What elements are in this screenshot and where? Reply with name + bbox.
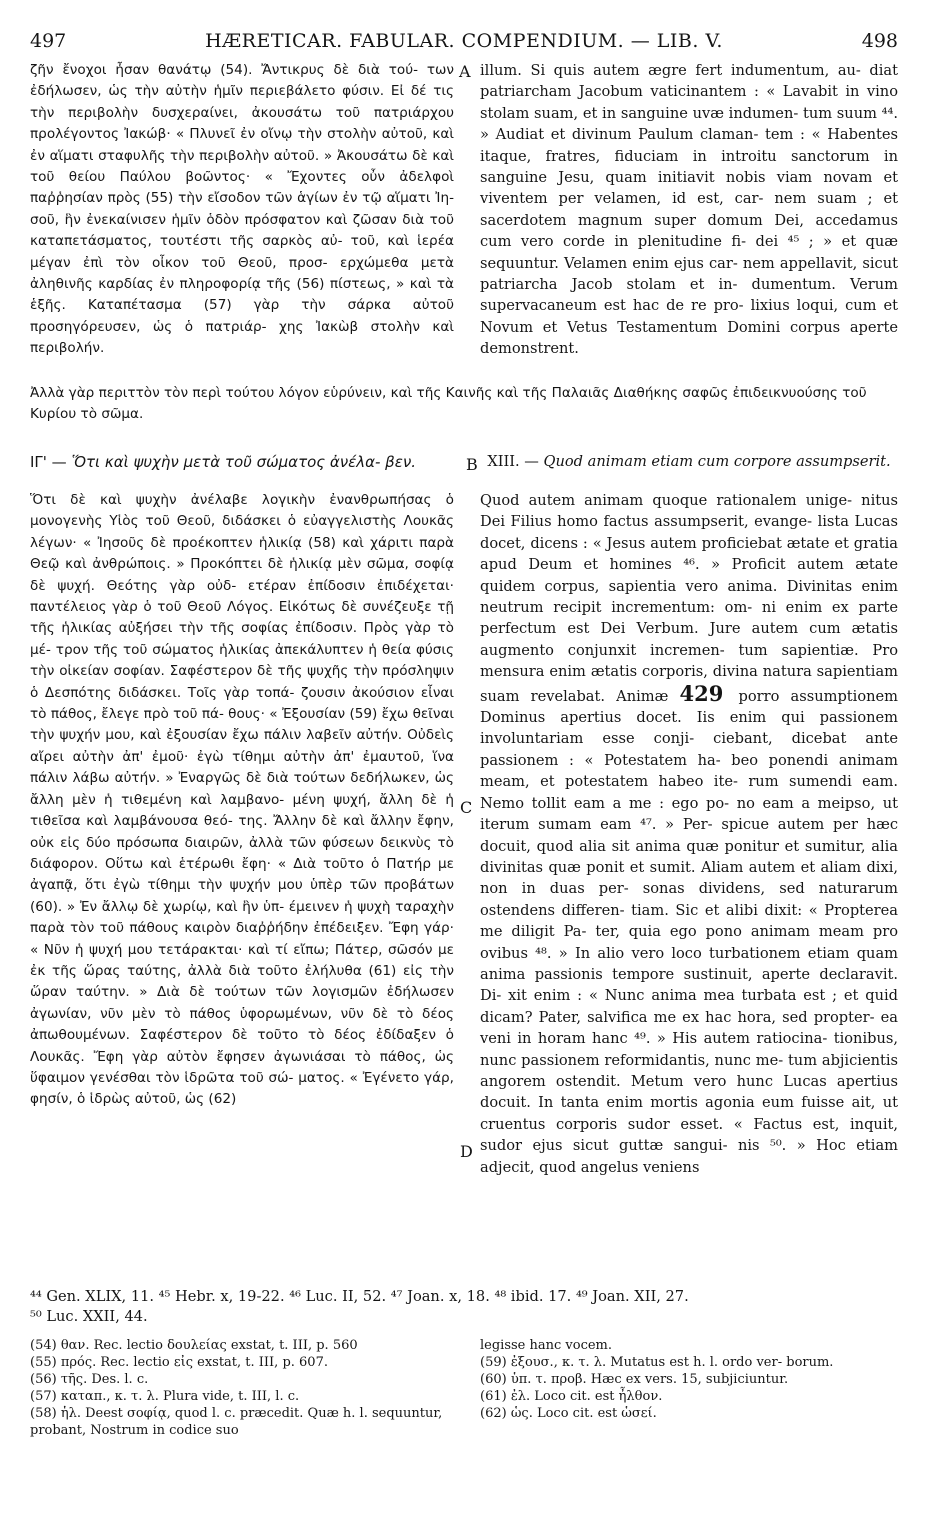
note-59: (59) ἐξουσ., κ. τ. λ. Mutatus est h. l. ordo ver- borum. [480,1355,834,1370]
latin-column-top: illum. Si quis autem ægre fert indumentum, au- diat patriarcham Jacobum vaticinantem : « Lavabit in vino stolam suam, et in sanguine uvæ indumen- tum suum ⁴⁴. » Audiat et divinum Paulum claman- tem : « Habentes itaque, fratres, fiduciam in introitu sanctorum in sanguine Jesu, quam initiavit nobis viam novam et viventem per velamen, id est, car- nem suam ; et sacerdotem magnum super domum Dei, accedamus cum vero corde in plenitudine fi- dei ⁴⁵ ; » et quæ sequuntur. Velamen enim ejus car- nem appellavit, sicut patriarcha Jacob stolam et in- dumentum. Verum supervacaneum est hac de re pro- lixius loqui, cum et Novum et Vetus Testamentum Domini corpus aperte demonstrent. [480,62,898,358]
latin-column-body [480,490,898,1178]
latin-body-part1: Quod autem animam quoque rationalem unige- nitus Dei Filius homo factus assumpserit, evange- lista Lucas docet, dicens : « Jesus autem proficiebat ætate et gratia apud Deum et homines ⁴⁶. » Proficit autem ætate quidem corpus, sapientia vero anima. Divinitas enim neutrum recipit incrementum: om- ni enim ex parte perfectum est Dei Verbum. Jure autem cum ætatis augmento conjunxit incremen- tum sapientiæ. Pro mensura enim ætatis corporis, divina natura sapientiam suam revelabat. Animæ [480,492,898,705]
greek-section-number: ΙΓ' — [30,453,67,471]
note-60: (60) ὑπ. τ. προβ. Hæc ex vers. 15, subjiciuntur. [480,1372,789,1387]
running-header [30,30,898,56]
scripture-references-line1: ⁴⁴ Gen. XLIX, 11. ⁴⁵ Hebr. x, 19-22. ⁴⁶ Luc. II, 52. ⁴⁷ Joan. x, 18. ⁴⁸ ibid. 17. ⁴⁹ Joan. XII, 27. [30,1288,689,1305]
latin-section-title: Quod animam etiam cum corpore assumpserit. [543,453,891,470]
scripture-references-line2: ⁵⁰ Luc. XXII, 44. [30,1308,148,1325]
editor-notes-left [30,1337,460,1439]
note-54: (54) θαν. Rec. lectio δουλείας exstat, t. III, p. 560 [30,1338,358,1353]
greek-column-body: Ὅτι δὲ καὶ ψυχὴν ἀνέλαβε λογικὴν ἐνανθρωπήσας ὁ μονογενὴς Υἱὸς τοῦ Θεοῦ, διδάσκει ὁ εὐαγγελιστὴς Λουκᾶς λέγων· « Ἰησοῦς δὲ προέκοπτεν ἡλικίᾳ (58) καὶ χάριτι παρὰ Θεῷ καὶ ἀνθρώποις. » Προκόπτει δὲ ἡλικίᾳ μὲν σῶμα, σοφίᾳ δὲ ψυχή. Θεότης γὰρ οὐδ- ετέραν ἐπίδοσιν ἐπιδέχεται· παντέλειος γὰρ ὁ τοῦ Θεοῦ Λόγος. Εἰκότως δὲ συνέζευξε τῇ τῆς ἡλικίας αὐξήσει τὴν τῆς σοφίας ἐπίδοσιν. Πρὸς γὰρ τὸ μέ- τρον τῆς τοῦ σώματος ἡλικίας ἀπεκάλυπτεν ἡ θεία φύσις τὴν οἰκείαν σοφίαν. Σαφέστερον δὲ τῆς ψυχῆς τὴν πρόσληψιν ὁ Δεσπότης διδάσκει. Τοῖς γὰρ τοπά- ζουσιν ἀκούσιον εἶναι τὸ πάθος, ἔλεγε πρὸ τοῦ πά- θους· « Ἐξουσίαν (59) ἔχω θεῖναι τὴν ψυχήν μου, καὶ ἐξουσίαν ἔχω πάλιν λαβεῖν αὐτήν. Οὐδεὶς αἴρει αὐτὴν ἀπ' ἐμοῦ· ἐγὼ τίθημι αὐτὴν ἀπ' ἐμαυτοῦ, ἵνα πάλιν λάβω αὐτήν. » Ἐναργῶς δὲ διὰ τούτων δεδήλωκεν, ὡς ἄλλη μὲν ἡ τιθεμένη καὶ λαμβανο- μένη ψυχή, ἄλλη δὲ ἡ τιθεῖσα καὶ λαμβάνουσα θεό- της. Ἄλλην δὲ καὶ ἄλλην ἔφην, οὐκ εἰς δύο πρόσωπα διαιρῶν, ἀλλὰ τῶν φύσεων δεικνὺς τὸ διάφορον. Οὕτω καὶ ἑτέρωθι ἔφη· « Διὰ τοῦτο ὁ Πατήρ με ἀγαπᾷ, ὅτι ἐγὼ τίθημι τὴν ψυχήν μου ὑπὲρ τῶν προβάτων (60). » Ἐν ἄλλῳ δὲ χωρίῳ, καὶ ἣν ὑπ- έμεινεν ἡ ψυχὴ ταραχὴν παρὰ τὸν τοῦ πάθους καιρὸν διαῤῥήδην ἐπέδειξεν. Ἔφη γάρ· « Νῦν ἡ ψυχή μου τετάρακται· καὶ τί εἴπω; Πάτερ, σῶσόν με ἐκ τῆς ὥρας ταύτης, ἀλλὰ διὰ τοῦτο ἐλήλυθα (61) εἰς τὴν ὥραν ταύτην. » Διὰ δὲ τούτων τῶν λογισμῶν ἐδήλωσεν ἀγωνίαν, νῦν μὲν τὸ πάθος ὑφορωμένων, νῦν δὲ τὸ δέος ἀπωθουμένων. Σαφέστερον δὲ τοῦτο τὸ δέος ἐδίδαξεν ὁ Λουκᾶς. Ἔφη γὰρ αὐτὸν ἔφησεν ἀγωνιάσαι τὸ πάθος, ὡς ὕφαιμον γενέσθαι τὸν ἱδρῶτα τοῦ σώ- ματος. « Ἐγένετο γάρ, φησίν, ὁ ἱδρὼς αὐτοῦ, ὡς (62) [30,492,455,1108]
margin-letter-b: B [466,455,478,474]
note-62: (62) ὡς. Loco cit. est ὡσεί. [480,1406,657,1421]
greek-full-width-line: Ἀλλὰ γὰρ περιττὸν τὸν περὶ τούτου λόγον εὑρύνειν, καὶ τῆς Καινῆς καὶ τῆς Παλαιᾶς Διαθήκης σαφῶς ἐπιδεικνυούσης τοῦ Κυρίου τὸ σῶμα. [30,385,867,423]
page-number-right: 498 [861,30,898,52]
latin-section-heading [480,453,898,471]
margin-letter-c: C [460,798,473,817]
latin-section-number: XIII. — [487,453,539,470]
page-number-left: 497 [30,30,67,52]
note-56: (56) τῆς. Des. l. c. [30,1372,149,1387]
margin-letter-a: A [459,62,471,81]
migne-column-number: 429 [679,680,724,706]
note-58-continued: legisse hanc vocem. [480,1338,613,1353]
latin-body-part2: porro assumptionem Dominus apertius docet. Iis enim qui passionem involuntariam esse conji- ciebant, dicebat ante passionem : « Potestatem ha- beo ponendi animam meam, et potestatem habeo ite- rum sumendi eam. Nemo tollit eam a me : ego po- no eam a meipso, ut iterum sumam eam ⁴⁷. » Per- spicue autem per hæc docuit, quod alia sit anima quæ ponitur et sumitur, alia divinitas quæ ponit et sumit. Aliam autem et aliam dixi, non in duas per- sonas dividens, sed naturarum ostendens differen- tiam. Sic et alibi dixit: « Propterea me diligit Pa- ter, quia ego pono animam meam pro ovibus ⁴⁸. » In alio vero loco turbationem etiam quam anima passionis tempore sustinuit, aperte declaravit. Di- xit enim : « Nunc anima mea turbata est ; et quid dicam? Pater, salvifica me ex hac hora, sed propter- ea veni in horam hanc ⁴⁹. » His autem ratiocina- tionibus, nunc passionem reformidantis, nunc me- tum abjicientis angorem ostendit. Metum vero hunc Lucas apertius docuit. In tanta enim mortis agonia eum fuisse ait, ut cruentus corporis sudor esset. « Factus est, inquit, sudor ejus sicut guttæ sangui- nis ⁵⁰. » Hoc etiam adjecit, quod angelus veniens [480,687,898,1176]
note-58: (58) ἡλ. Deest σοφίᾳ, quod l. c. præcedit. Quæ h. l. sequuntur, probant, Nostrum in codice suo [30,1406,443,1438]
note-57: (57) καταπ., κ. τ. λ. Plura vide, t. III, l. c. [30,1389,300,1404]
note-61: (61) ἐλ. Loco cit. est ἦλθον. [480,1389,663,1404]
margin-letter-d: D [460,1142,473,1161]
scripture-references [30,1287,898,1327]
editor-notes-right [480,1337,898,1422]
note-55: (55) πρός. Rec. lectio εἰς exstat, t. III, p. 607. [30,1355,328,1370]
greek-section-heading [30,453,454,472]
running-title: HÆRETICAR. FABULAR. COMPENDIUM. — LIB. V. [205,30,723,52]
greek-column-top: ζῆν ἔνοχοι ἦσαν θανάτῳ (54). Ἄντικρυς δὲ διὰ τού- των ἐδήλωσεν, ὡς τὴν αὐτὴν ἡμῖν περιεβάλετο φύσιν. Εἰ δέ τις τὴν περιβολὴν δυσχεραίνει, ἀκουσάτω τοῦ πατριάρχου προλέγοντος Ἰακώβ· « Πλυνεῖ ἐν οἴνῳ τὴν στολὴν αὐτοῦ, καὶ ἐν αἵματι σταφυλῆς τὴν περιβολὴν αὐτοῦ. » Ἀκουσάτω δὲ καὶ τοῦ θείου Παύλου βοῶντος· « Ἔχοντες οὖν ἀδελφοὶ παῤῥησίαν πρὸς (55) τὴν εἴσοδον τῶν ἁγίων ἐν τῷ αἵματι Ἰη- σοῦ, ἣν ἐνεκαίνισεν ἡμῖν ὁδὸν πρόσφατον καὶ ζῶσαν διὰ τοῦ καταπετάσματος, τουτέστι τῆς σαρκὸς αὐ- τοῦ, καὶ ἱερέα μέγαν ἐπὶ τὸν οἶκον τοῦ Θεοῦ, προσ- ερχώμεθα μετὰ ἀληθινῆς καρδίας ἐν πληροφορίᾳ τῆς (56) πίστεως, » καὶ τὰ ἑξῆς. Καταπέτασμα (57) γὰρ τὴν σάρκα αὐτοῦ προσηγόρευσεν, ὡς ὁ πατριάρ- χης Ἰακὼβ στολὴν καὶ περιβολήν. [30,62,454,357]
greek-section-title: Ὅτι καὶ ψυχὴν μετὰ τοῦ σώματος ἀνέλα- βεν. [71,453,416,471]
